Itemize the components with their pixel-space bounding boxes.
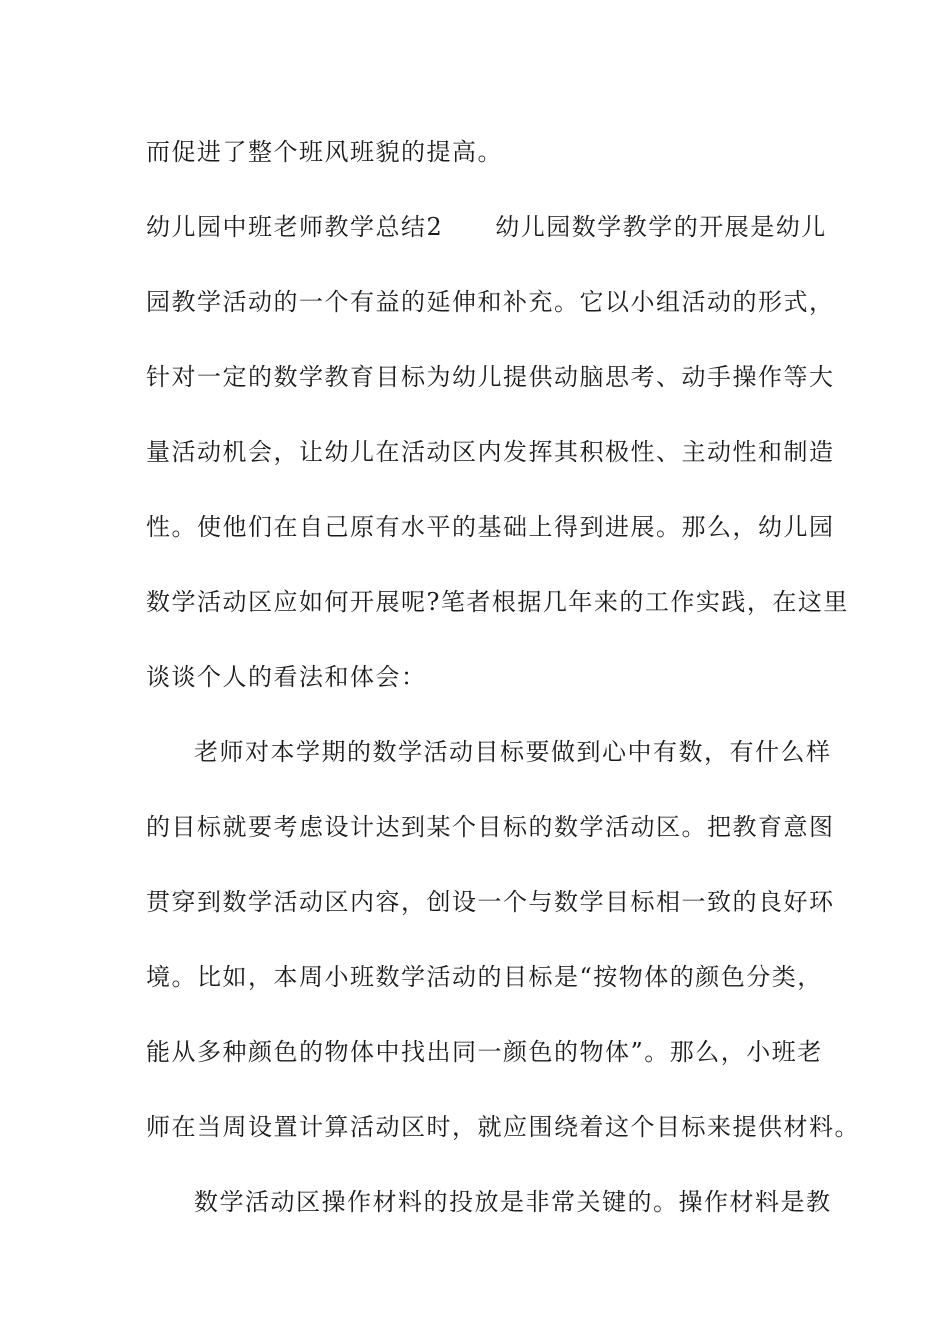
text-line-12: 境。比如，本周小班数学活动的目标是“按物体的颜色分类， bbox=[146, 963, 823, 991]
text-line-5: 量活动机会，让幼儿在活动区内发挥其积极性、主动性和制造 bbox=[146, 438, 835, 466]
text-line-3: 园教学活动的一个有益的延伸和补充。它以小组活动的形式， bbox=[146, 288, 835, 316]
section-heading-line bbox=[146, 211, 827, 243]
paragraph-start: 幼儿园数学教学的开展是幼儿 bbox=[495, 213, 827, 241]
text-line-1: 而促进了整个班风班貌的提高。 bbox=[146, 138, 503, 166]
text-line-4: 针对一定的数学教育目标为幼儿提供动脑思考、动手操作等大 bbox=[146, 363, 835, 391]
text-line-6: 性。使他们在自己原有水平的基础上得到进展。那么，幼儿园 bbox=[146, 513, 835, 541]
text-line-13: 能从多种颜色的物体中找出同一颜色的物体”。那么，小班老 bbox=[146, 1038, 823, 1066]
paragraph-2-first-line: 老师对本学期的数学活动目标要做到心中有数，有什么样 bbox=[194, 738, 832, 766]
text-line-10: 的目标就要考虑设计达到某个目标的数学活动区。把教育意图 bbox=[146, 813, 835, 841]
text-line-7: 数学活动区应如何开展呢?笔者根据几年来的工作实践，在这里 bbox=[146, 588, 849, 616]
section-heading: 幼儿园中班老师教学总结2 bbox=[146, 213, 444, 241]
text-line-14: 师在当周设置计算活动区时，就应围绕着这个目标来提供材料。 bbox=[146, 1113, 860, 1141]
paragraph-3-first-line: 数学活动区操作材料的投放是非常关键的。操作材料是教 bbox=[194, 1188, 832, 1216]
text-line-11: 贯穿到数学活动区内容，创设一个与数学目标相一致的良好环 bbox=[146, 888, 835, 916]
text-line-8: 谈谈个人的看法和体会： bbox=[146, 663, 427, 691]
